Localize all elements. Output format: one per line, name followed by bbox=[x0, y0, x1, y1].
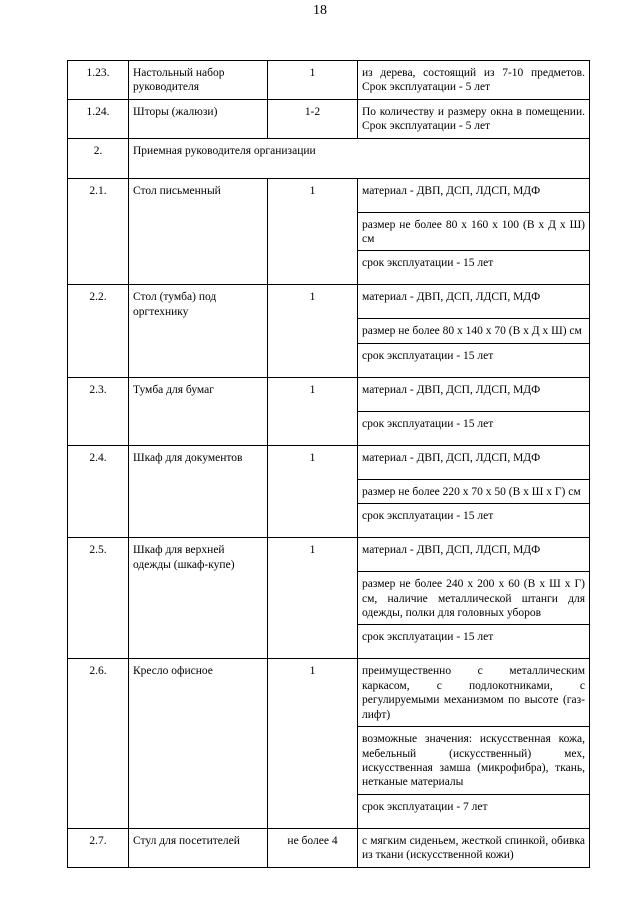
item-spec: материал - ДВП, ДСП, ЛДСП, МДФ bbox=[358, 377, 590, 411]
table-row bbox=[68, 377, 590, 411]
table-row bbox=[68, 61, 590, 100]
item-quantity: 1 bbox=[268, 178, 358, 285]
item-number: 2.1. bbox=[68, 178, 129, 285]
table-row bbox=[68, 99, 590, 138]
item-spec: материал - ДВП, ДСП, ЛДСП, МДФ bbox=[358, 538, 590, 572]
item-quantity: не более 4 bbox=[268, 828, 358, 867]
item-spec: По количеству и размеру окна в помещении. Срок эксплуатации - 5 лет bbox=[358, 99, 590, 138]
item-name: Тумба для бумаг bbox=[129, 377, 268, 445]
table-row bbox=[68, 828, 590, 867]
item-number: 2.3. bbox=[68, 377, 129, 445]
item-number: 2.6. bbox=[68, 659, 129, 828]
furniture-spec-table bbox=[67, 60, 590, 868]
table-row bbox=[68, 178, 590, 212]
item-spec: срок эксплуатации - 15 лет bbox=[358, 625, 590, 659]
item-spec: возможные значения: искусственная кожа, мебельный (искусственный) мех, искусственная замша (микрофибра), ткань, нетканые материалы bbox=[358, 727, 590, 795]
table-row bbox=[68, 285, 590, 319]
item-name: Шкаф для документов bbox=[129, 445, 268, 537]
section-row bbox=[68, 138, 590, 178]
table-row bbox=[68, 538, 590, 572]
page-number: 18 bbox=[313, 3, 327, 18]
item-spec: размер не более 240 x 200 x 60 (В x Ш x Г) см, наличие металлической штанги для одежды, полки для головных уборов bbox=[358, 572, 590, 625]
item-spec: с мягким сиденьем, жесткой спинкой, обивка из ткани (искусственной кожи) bbox=[358, 828, 590, 867]
section-title: Приемная руководителя организации bbox=[129, 138, 590, 178]
item-spec: срок эксплуатации - 15 лет bbox=[358, 504, 590, 538]
item-spec: преимущественно с металлическим каркасом, с подлокотниками, с регулируемыми механизмом по высоте (газ-лифт) bbox=[358, 659, 590, 727]
table-row bbox=[68, 445, 590, 479]
item-name: Кресло офисное bbox=[129, 659, 268, 828]
item-number: 2.5. bbox=[68, 538, 129, 659]
item-spec: размер не более 80 x 140 x 70 (В x Д x Ш) см bbox=[358, 319, 590, 343]
item-spec: срок эксплуатации - 15 лет bbox=[358, 343, 590, 377]
item-number: 2.7. bbox=[68, 828, 129, 867]
item-quantity: 1-2 bbox=[268, 99, 358, 138]
table-row bbox=[68, 659, 590, 727]
item-quantity: 1 bbox=[268, 377, 358, 445]
item-name: Шкаф для верхней одежды (шкаф-купе) bbox=[129, 538, 268, 659]
section-number: 2. bbox=[68, 138, 129, 178]
item-quantity: 1 bbox=[268, 659, 358, 828]
item-quantity: 1 bbox=[268, 445, 358, 537]
item-name: Стол письменный bbox=[129, 178, 268, 285]
item-quantity: 1 bbox=[268, 285, 358, 377]
item-number: 1.23. bbox=[68, 61, 129, 100]
item-number: 2.4. bbox=[68, 445, 129, 537]
item-name: Стол (тумба) под оргтехнику bbox=[129, 285, 268, 377]
item-name: Стул для посетителей bbox=[129, 828, 268, 867]
item-quantity: 1 bbox=[268, 538, 358, 659]
item-spec: срок эксплуатации - 7 лет bbox=[358, 794, 590, 828]
item-spec: материал - ДВП, ДСП, ЛДСП, МДФ bbox=[358, 285, 590, 319]
item-spec: размер не более 80 x 160 x 100 (В x Д x Ш) см bbox=[358, 212, 590, 251]
item-number: 2.2. bbox=[68, 285, 129, 377]
item-spec: материал - ДВП, ДСП, ЛДСП, МДФ bbox=[358, 178, 590, 212]
item-quantity: 1 bbox=[268, 61, 358, 100]
item-spec: срок эксплуатации - 15 лет bbox=[358, 411, 590, 445]
item-spec: из дерева, состоящий из 7-10 предметов. Срок эксплуатации - 5 лет bbox=[358, 61, 590, 100]
item-name: Настольный набор руководителя bbox=[129, 61, 268, 100]
item-number: 1.24. bbox=[68, 99, 129, 138]
item-spec: размер не более 220 x 70 x 50 (В x Ш x Г) см bbox=[358, 479, 590, 503]
item-spec: материал - ДВП, ДСП, ЛДСП, МДФ bbox=[358, 445, 590, 479]
item-name: Шторы (жалюзи) bbox=[129, 99, 268, 138]
item-spec: срок эксплуатации - 15 лет bbox=[358, 251, 590, 285]
